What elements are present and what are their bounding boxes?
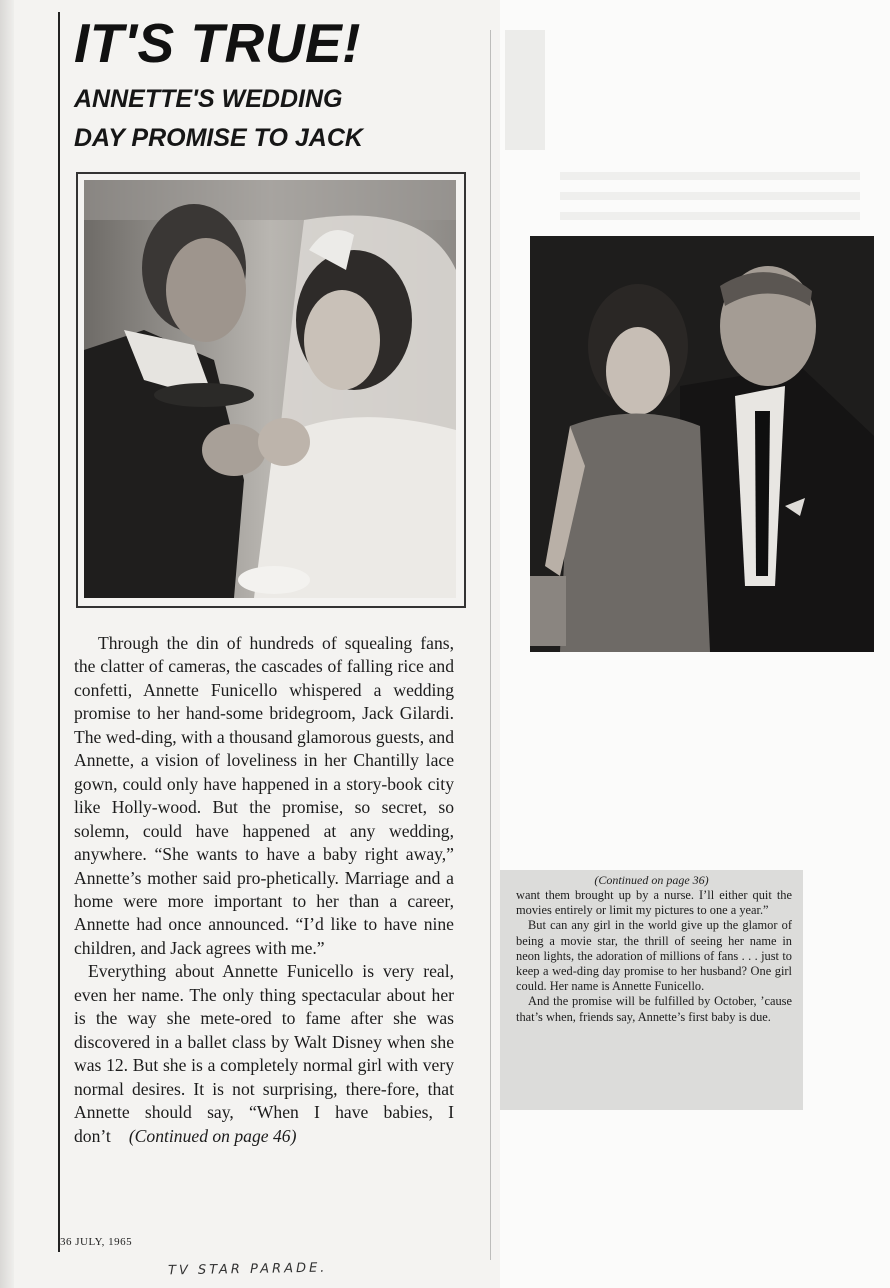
article-body (74, 632, 454, 1148)
continuation-clipping (500, 870, 803, 1110)
article-paragraph (74, 960, 454, 1148)
wedding-photo (84, 180, 456, 598)
wedding-photo-illustration (84, 180, 456, 598)
continued-note: (Continued on page 46) (128, 1125, 297, 1146)
clipping-paragraph: But can any girl in the world give up the glamor of being a movie star, the thrill of seeing her name in neon lights, the adoration of millions of fans . . . just to keep a wed-ding day promise to her husband? One girl could. Her name is Annette Funicello. (516, 918, 792, 994)
subheadline-line-2: DAY PROMISE TO JACK (74, 124, 363, 152)
subheadline-line-1: ANNETTE'S WEDDING (74, 85, 343, 113)
article-paragraph-text: Everything about Annette Funicello is very real, even her name. The only thing spectacular about her is the way she mete-ored to fame after she was discovered in a ballet class by Walt Disney when she was 12. But she is a completely normal girl with very normal desires. It is not surprising, there-fore, that Annette should say, “When I have babies, I don’t (74, 961, 454, 1146)
handwritten-source-note: TV STAR PARADE. (167, 1260, 328, 1279)
clipping-paragraph: want them brought up by a nurse. I’ll either quit the movies entirely or limit my pictures to one a year.” (516, 888, 792, 918)
article-paragraph: Through the din of hundreds of squealing fans, the clatter of cameras, the cascades of falling rice and confetti, Annette Funicello whispered a wedding promise to her hand-some bridegroom, Jack Gilardi. The wed-ding, with a thousand glamorous guests, and Annette, a vision of loveliness in her Chantilly lace gown, could only have happened in a story-book city like Holly-wood. But the promise, so secret, so solemn, could have happened at any wedding, anywhere. “She wants to have a baby right away,” Annette’s mother said pro-phetically. Marriage and a home were more important to her than a career, Annette had once announced. “I’d like to have nine children, and Jack agrees with me.” (74, 633, 454, 958)
couple-photo-illustration (530, 236, 874, 652)
page-footer: 36 JULY, 1965 (60, 1236, 133, 1248)
show-through-ghost (560, 192, 860, 200)
couple-photo (530, 236, 874, 652)
show-through-ghost (560, 172, 860, 180)
clipping-continued-note: (Continued on page 36) (594, 873, 709, 887)
show-through-ghost (560, 212, 860, 220)
headline: IT'S TRUE! (74, 12, 361, 74)
scan-edge-shadow (0, 0, 14, 1288)
clipping-text (516, 888, 792, 1025)
show-through-ghost (505, 30, 545, 150)
clipping-paragraph: And the promise will be fulfilled by October, ’cause that’s when, friends say, Annette’s first baby is due. (516, 994, 792, 1024)
column-rule (490, 30, 491, 1260)
column-rule (58, 12, 60, 1252)
